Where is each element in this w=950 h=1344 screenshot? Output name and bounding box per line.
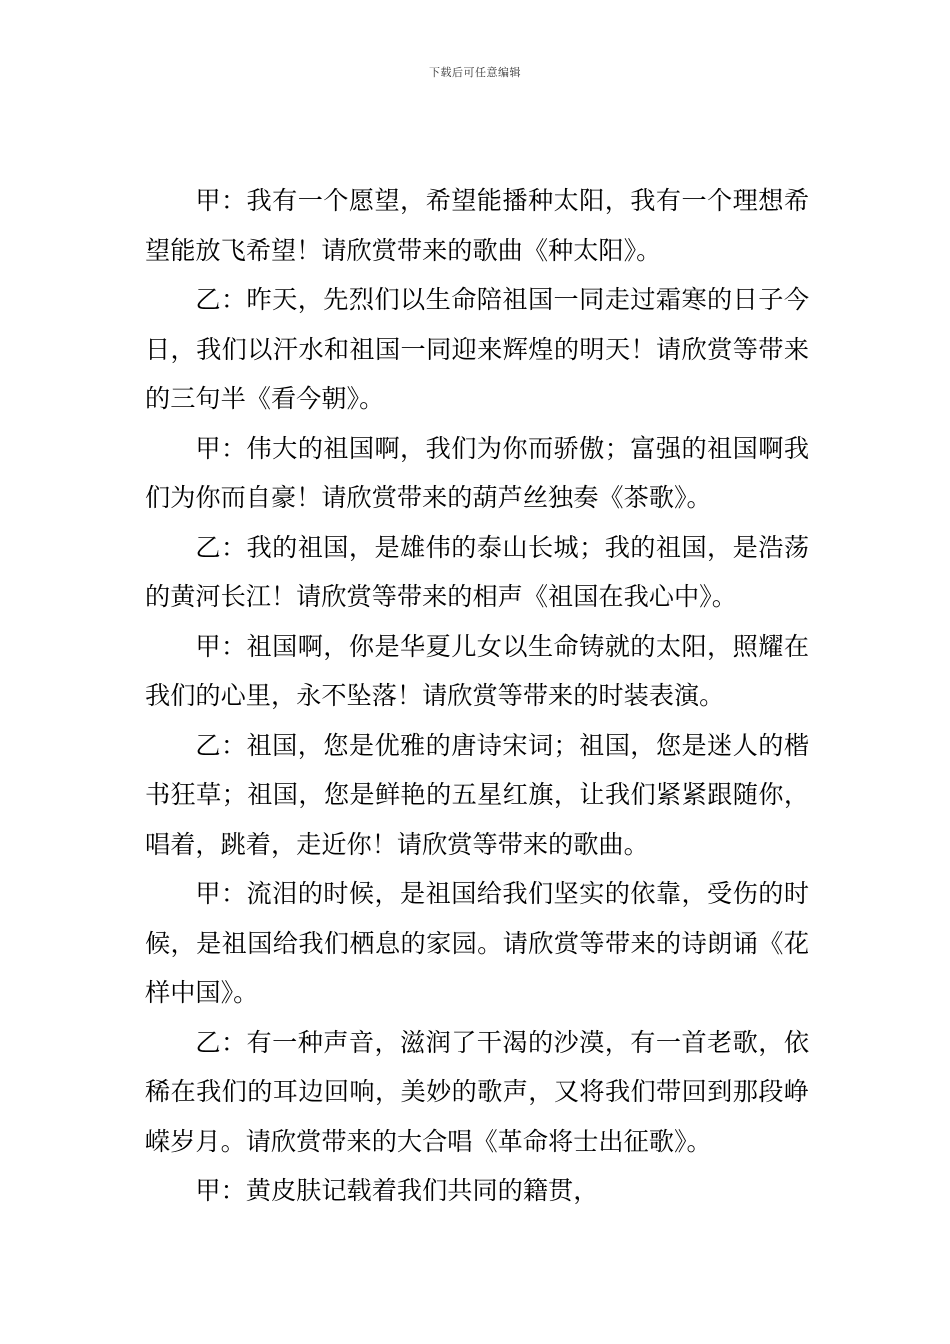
paragraph-4: 乙：我的祖国，是雄伟的泰山长城；我的祖国，是浩荡的黄河长江！请欣赏等带来的相声《祖国在我心中》。: [145, 532, 809, 611]
paragraph-2: 乙：昨天，先烈们以生命陪祖国一同走过霜寒的日子今日，我们以汗水和祖国一同迎来辉煌的明天！请欣赏等带来的三句半《看今朝》。: [145, 285, 809, 413]
script-body: [145, 176, 809, 1216]
paragraph-1: 甲：我有一个愿望，希望能播种太阳，我有一个理想希望能放飞希望！请欣赏带来的歌曲《种太阳》。: [145, 186, 809, 265]
paragraph-3: 甲：伟大的祖国啊，我们为你而骄傲；富强的祖国啊我们为你而自豪！请欣赏带来的葫芦丝独奏《茶歌》。: [145, 433, 809, 512]
paragraph-5: 甲：祖国啊，你是华夏儿女以生命铸就的太阳，照耀在我们的心里，永不坠落！请欣赏等带来的时装表演。: [145, 631, 809, 710]
page-header: 下载后可任意编辑: [429, 66, 521, 79]
paragraph-6: 乙：祖国，您是优雅的唐诗宋词；祖国，您是迷人的楷书狂草；祖国，您是鲜艳的五星红旗，让我们紧紧跟随你，唱着，跳着，走近你！请欣赏等带来的歌曲。: [145, 730, 809, 859]
paragraph-7: 甲：流泪的时候，是祖国给我们坚实的依靠，受伤的时候，是祖国给我们栖息的家园。请欣赏等带来的诗朗诵《花样中国》。: [145, 879, 809, 1007]
paragraph-8: 乙：有一种声音，滋润了干渴的沙漠，有一首老歌，依稀在我们的耳边回响，美妙的歌声，又将我们带回到那段峥嵘岁月。请欣赏带来的大合唱《革命将士出征歌》。: [145, 1027, 809, 1156]
paragraph-9: 甲：黄皮肤记载着我们共同的籍贯，: [195, 1176, 599, 1205]
